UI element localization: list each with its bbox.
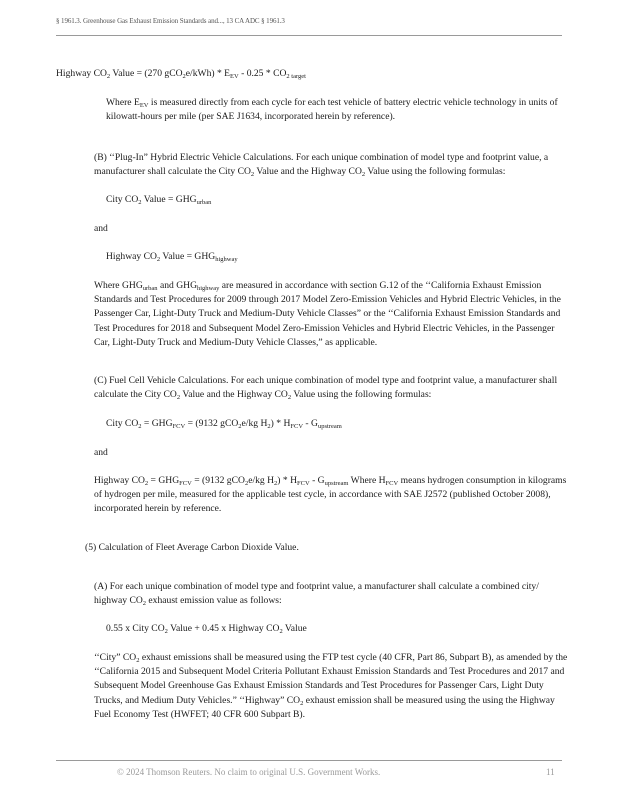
phev-heading: (B) ‘‘Plug-In” Hybrid Electric Vehicle Calculations. For each unique combination of model type and footprint value, a manufacturer shall calculate the City $CO_2$ Value and the Highway $CO_2$ Value using the following formulas: [94,152,549,179]
footer-divider [56,760,562,761]
fcv-city-formula: City $CO_2 = GHG_{FCV} = (9132$ gCO$_2$e/kg $H_2) * H_{FCV} - G_{upstream}$ [106,418,342,430]
section-5-heading: (5) Calculation of Fleet Average Carbon Dioxide Value. [85,542,299,553]
running-header: § 1961.3. Greenhouse Gas Exhaust Emission Standards and..., 13 CA ADC § 1961.3 [56,17,285,25]
and-connector: and [94,223,108,234]
phev-city-formula: City $CO_2$ Value = $GHG_{urban}$ [106,194,212,206]
fcv-heading: (C) Fuel Cell Vehicle Calculations. For each unique combination of model type and footprint value, a manufacturer shall calculate the City $CO_2$ Value and the Highway $CO_2$ Value using the following formulas: [94,375,558,402]
and-connector: and [94,447,108,458]
hwy-co2-formula: Highway $CO_2$ Value = (270 $gCO_2e/kWh) * E_{EV} - 0.25 * CO_{2 target}$ [56,68,306,80]
combined-value-intro: (A) For each unique combination of model type and footprint value, a manufacturer shall calculate a combined city/ highway $CO_2$ exhaust emission value as follows: [94,581,539,608]
combined-formula: 0.55 x City $CO_2$ Value + 0.45 x Highway $CO_2$ Value [106,623,307,635]
phev-hwy-formula: Highway $CO_2$ Value = $GHG_{highway}$ [106,251,238,263]
copyright-notice: © 2024 Thomson Reuters. No claim to original U.S. Government Works. [117,767,381,777]
page-number: 11 [546,767,555,777]
phev-definition: Where $GHG_{urban}$ and $GHG_{highway}$ are measured in accordance with section G.12 of the ‘‘California Exhaust Emission Standards and Test Procedures for 2009 through 2017 Model Zero-Emission Vehicles and Hybrid Electric Vehicles, in the Passenger Car, Light-Duty Truck and Medium-Duty Vehicle Classes” or the ‘‘California Exhaust Emission Standards and Test Procedures for 2018 and Subsequent Model Zero-Emission Vehicles and Hybrid Electric Vehicles, in the Passenger Car, Light-Duty Truck and Medium-Duty Vehicle Classes,” as applicable. [94,280,561,348]
header-divider [56,35,562,36]
city-highway-definition: ‘‘City” $CO_2$ exhaust emissions shall be measured using the FTP test cycle (40 CFR, Part 86, Subpart B), as amended by the ‘‘California 2015 and Subsequent Model Criteria Pollutant Exhaust Emission Standards and Test Procedures and 2017 and Subsequent Model Greenhouse Gas Exhaust Emission Standards and Test Procedures for Passenger Cars, Light Duty Trucks, and Medium Duty Vehicles.” ‘‘Highway” $CO_2$ exhaust emission shall be measured using the using the Highway Fuel Economy Test (HWFET; 40 CFR 600 Subpart B). [94,652,568,720]
eev-definition: Where $E_{EV}$ is measured directly from each cycle for each test vehicle of battery electric vehicle technology in units of kilowatt-hours per mile (per SAE J1634, incorporated herein by reference). [106,97,558,123]
fcv-hwy-formula: Highway $CO_2 = GHG_{FCV} = (9132$ gCO$_2$e/kg $H_2) * H_{FCV} - G_{upstream}$ Where $H_{FCV}$ means hydrogen consumption in kilograms of hydrogen per mile, measured for the applicable test cycle, in accordance with SAE J2572 (published October 2008), incorporated herein by reference. [94,475,567,515]
